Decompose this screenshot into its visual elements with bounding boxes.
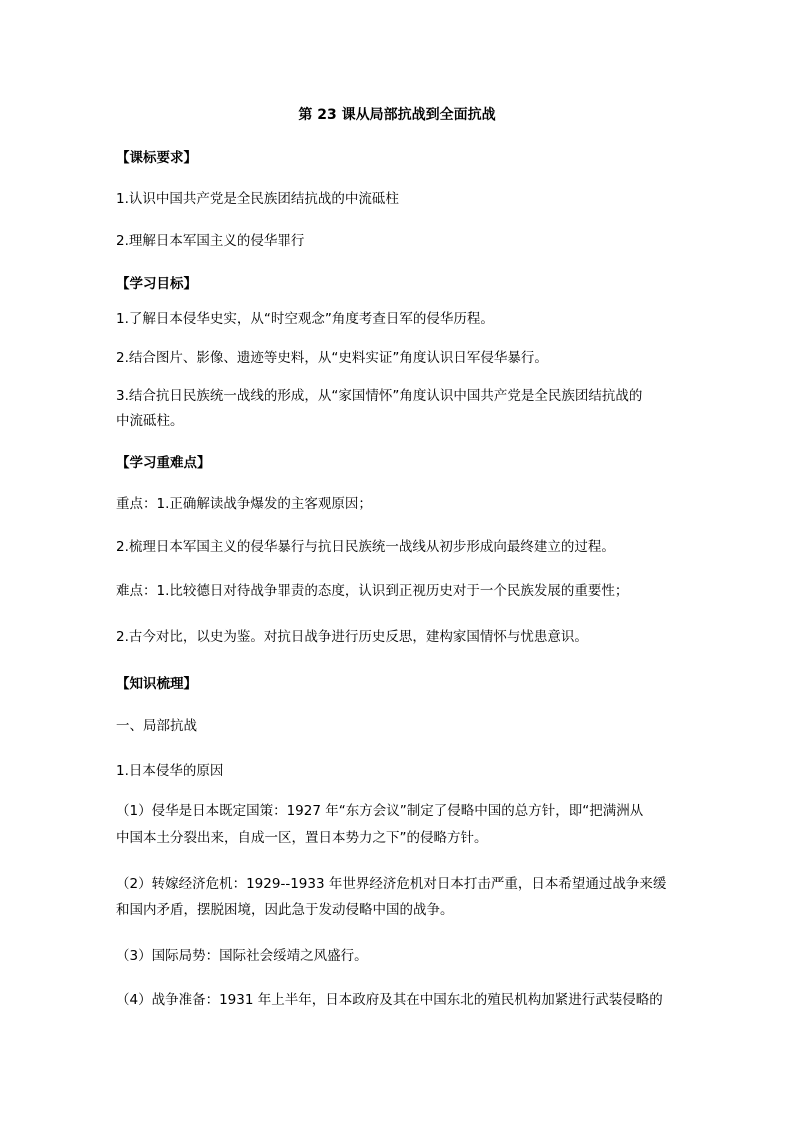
knowledge-item-continuation: 和国内矛盾，摆脱困境，因此急于发动侵略中国的战争。 <box>116 902 454 918</box>
knowledge-item: （3）国际局势：国际社会绥靖之风盛行。 <box>116 948 368 964</box>
heading-knowledge: 【知识梳理】 <box>116 676 197 692</box>
key-point-item: 难点：1.比较德日对待战争罪责的态度，认识到正视历史对于一个民族发展的重要性； <box>116 583 629 599</box>
key-point-item: 2.梳理日本军国主义的侵华暴行与抗日民族统一战线从初步形成向最终建立的过程。 <box>116 539 615 555</box>
goal-item: 3.结合抗日民族统一战线的形成，从“家国情怀”角度认识中国共产党是全民族团结抗战的 <box>116 388 643 404</box>
knowledge-item-continuation: 中国本土分裂出来，自成一区，置日本势力之下”的侵略方针。 <box>116 830 488 846</box>
knowledge-item: （1）侵华是日本既定国策：1927 年“东方会议”制定了侵略中国的总方针，即“把满洲从 <box>116 803 644 819</box>
key-point-item: 2.古今对比，以史为鉴。对抗日战争进行历史反思，建构家国情怀与忧患意识。 <box>116 629 588 645</box>
heading-key-points: 【学习重难点】 <box>116 455 211 471</box>
knowledge-item: （2）转嫁经济危机：1929--1933 年世界经济危机对日本打击严重，日本希望通过战争来缓 <box>116 876 667 892</box>
knowledge-sub-heading: 一、局部抗战 <box>116 718 197 734</box>
knowledge-item: （4）战争准备：1931 年上半年，日本政府及其在中国东北的殖民机构加紧进行武装侵略的 <box>116 992 663 1008</box>
page-title: 第 23 课从局部抗战到全面抗战 <box>298 107 496 123</box>
goal-item: 1.了解日本侵华史实，从“时空观念”角度考查日军的侵华历程。 <box>116 311 494 327</box>
knowledge-item-heading: 1.日本侵华的原因 <box>116 763 224 779</box>
key-point-item: 重点：1.正确解读战争爆发的主客观原因； <box>116 496 372 512</box>
goal-item: 2.结合图片、影像、遗迹等史料，从“史料实证”角度认识日军侵华暴行。 <box>116 350 548 366</box>
requirement-item: 2.理解日本军国主义的侵华罪行 <box>116 233 305 249</box>
heading-requirements: 【课标要求】 <box>116 150 197 166</box>
goal-item-continuation: 中流砥柱。 <box>116 413 184 429</box>
requirement-item: 1.认识中国共产党是全民族团结抗战的中流砥柱 <box>116 191 399 207</box>
heading-goals: 【学习目标】 <box>116 276 197 292</box>
